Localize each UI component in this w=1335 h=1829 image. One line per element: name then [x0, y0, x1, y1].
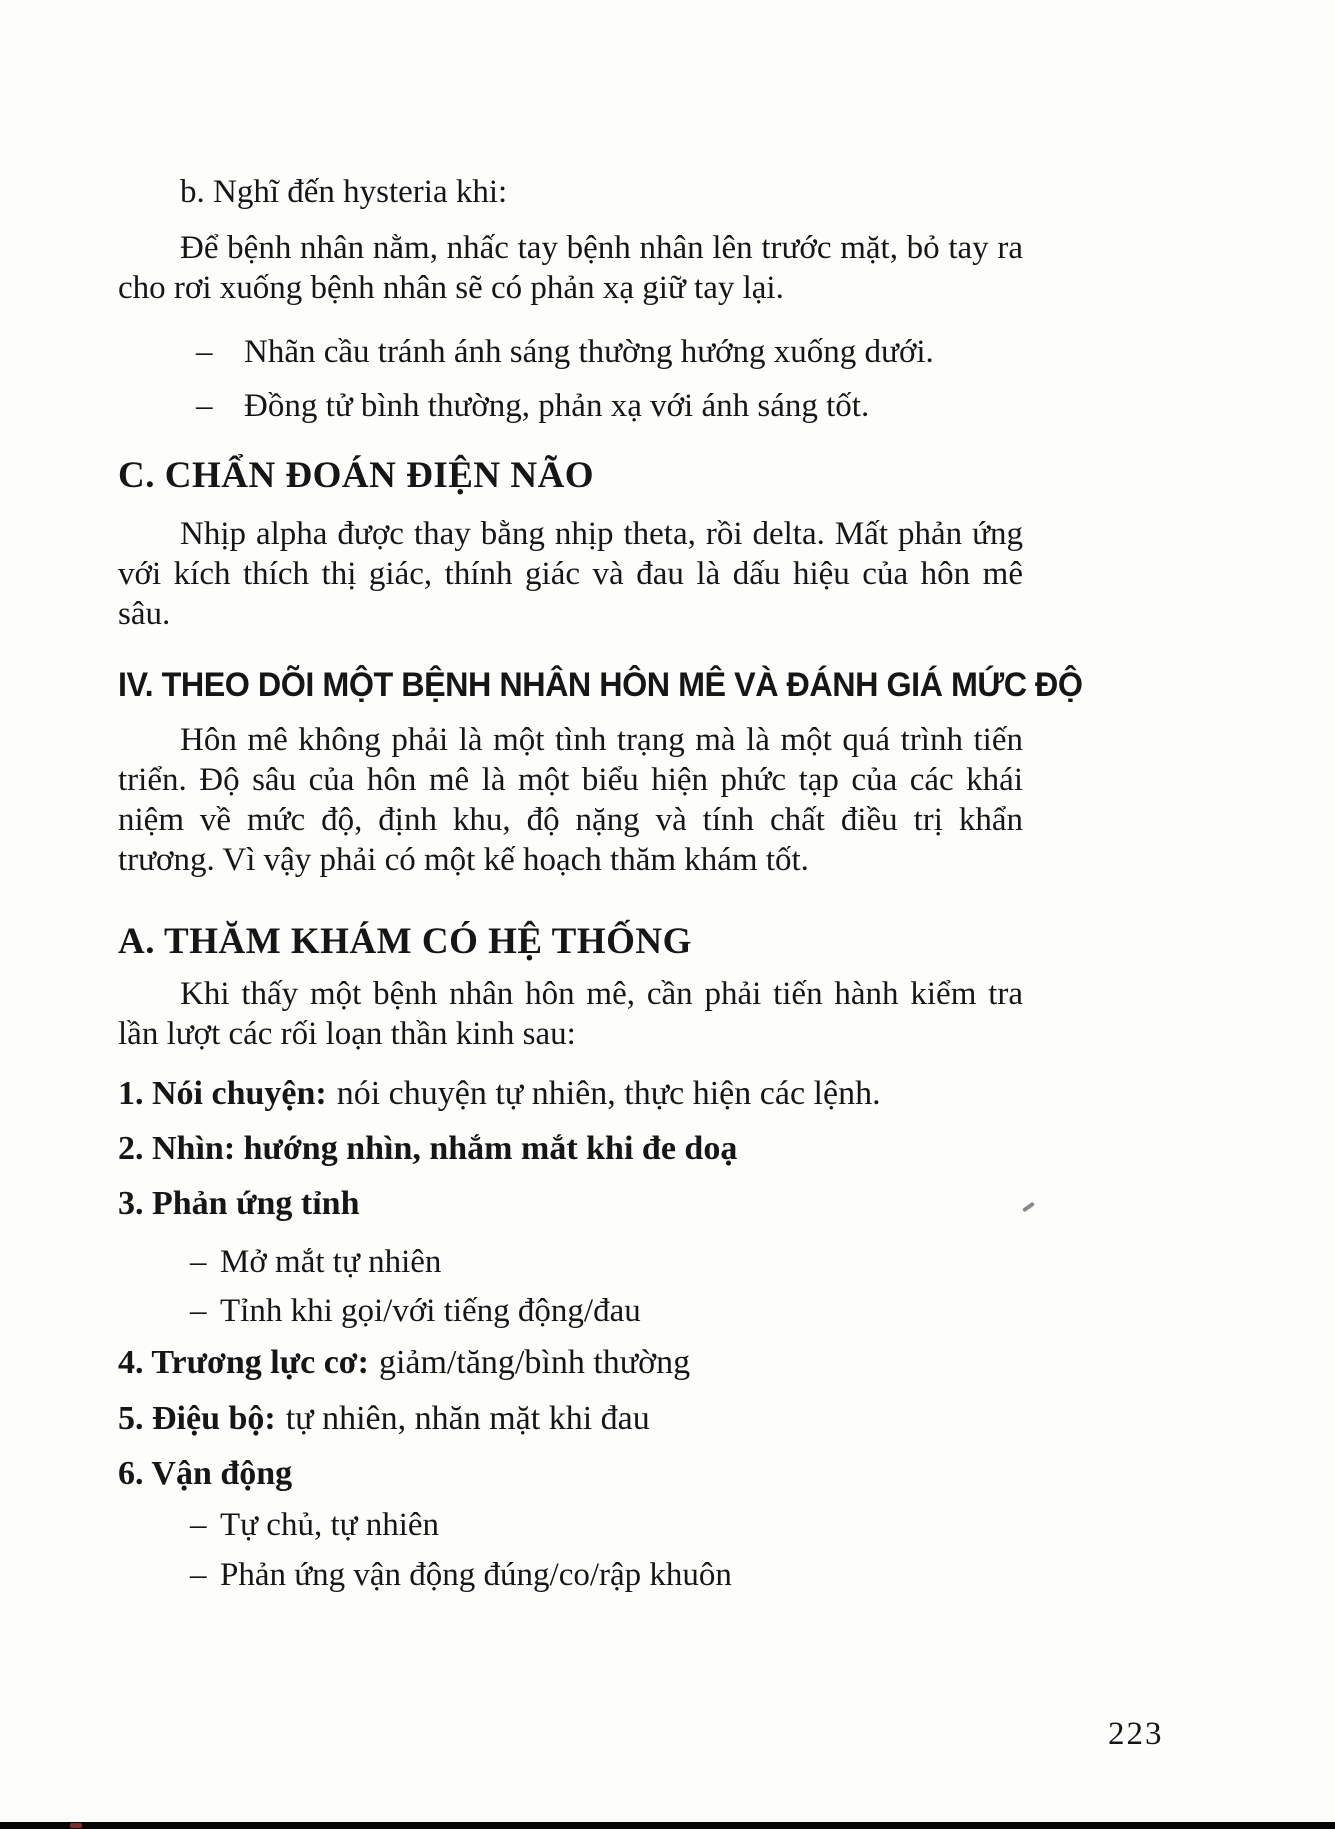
- scan-speck: [1022, 1202, 1035, 1213]
- exam-item-6-sub-2: [118, 1555, 1023, 1595]
- exam-item-6: [118, 1452, 1023, 1496]
- dash-marker: –: [196, 388, 213, 424]
- item-text: nói chuyện tự nhiên, thực hiện các lệnh.: [336, 1075, 881, 1112]
- dash-marker: –: [196, 334, 213, 370]
- item-label: 5. Điệu bộ:: [118, 1400, 276, 1437]
- page-number: 223: [1108, 1716, 1164, 1752]
- sub-item-text: Mở mắt tự nhiên: [220, 1244, 442, 1280]
- hysteria-paragraph: Để bệnh nhân nằm, nhấc tay bệnh nhân lên trước mặt, bỏ tay ra cho rơi xuống bệnh nhân sẽ có phản xạ giữ tay lại.: [118, 230, 1023, 306]
- item-text: tự nhiên, nhăn mặt khi đau: [285, 1400, 650, 1437]
- hysteria-bullet-2: [118, 386, 1023, 426]
- bullet-text: Đồng tử bình thường, phản xạ với ánh sáng tốt.: [244, 388, 870, 424]
- bullet-text: Nhãn cầu tránh ánh sáng thường hướng xuống dưới.: [244, 334, 934, 370]
- item-label: 3. Phản ứng tỉnh: [118, 1185, 360, 1222]
- sub-item-text: Phản ứng vận động đúng/co/rập khuôn: [220, 1557, 732, 1593]
- sub-item-text: Tỉnh khi gọi/với tiếng động/đau: [220, 1293, 641, 1329]
- scan-dot: [70, 1823, 82, 1828]
- exam-item-5: [118, 1397, 1023, 1441]
- exam-item-4: [118, 1341, 1023, 1385]
- dash-marker: –: [190, 1244, 207, 1280]
- item-label: 2. Nhìn: hướng nhìn, nhắm mắt khi đe doạ: [118, 1130, 738, 1167]
- item-text: giảm/tăng/bình thường: [378, 1344, 691, 1381]
- exam-item-3: [118, 1182, 1023, 1226]
- exam-item-3-sub-2: [118, 1291, 1023, 1331]
- exam-item-1: [118, 1072, 1023, 1116]
- exam-paragraph: Khi thấy một bệnh nhân hôn mê, cần phải tiến hành kiểm tra lần lượt các rối loạn thần kinh sau:: [118, 976, 1023, 1052]
- eeg-paragraph: Nhịp alpha được thay bằng nhịp theta, rồi delta. Mất phản ứng với kích thích thị giác, thính giác và đau là dấu hiệu của hôn mê sâu.: [118, 516, 1023, 632]
- dash-marker: –: [190, 1557, 207, 1593]
- hysteria-bullet-1: [118, 332, 1023, 372]
- scan-edge-bar: [0, 1822, 1335, 1829]
- heading-monitoring: IV. THEO DÕI MỘT BỆNH NHÂN HÔN MÊ VÀ ĐÁNH GIÁ MỨC ĐỘ: [118, 666, 1083, 704]
- exam-item-2: [118, 1127, 1023, 1171]
- sub-item-text: Tự chủ, tự nhiên: [220, 1507, 440, 1543]
- dash-marker: –: [190, 1293, 207, 1329]
- exam-item-6-sub-1: [118, 1505, 1023, 1545]
- page-content: [118, 172, 1083, 1595]
- item-label: 4. Trương lực cơ:: [118, 1344, 369, 1381]
- item-label: 6. Vận động: [118, 1455, 293, 1492]
- monitoring-paragraph: Hôn mê không phải là một tình trạng mà là một quá trình tiến triển. Độ sâu của hôn mê là một biểu hiện phức tạp của các khái niệm về mức độ, định khu, độ nặng và tính chất điều trị khẩn trương. Vì vậy phải có một kế hoạch thăm khám tốt.: [118, 722, 1023, 878]
- item-label: 1. Nói chuyện:: [118, 1075, 327, 1112]
- hysteria-intro-line: b. Nghĩ đến hysteria khi:: [180, 174, 508, 210]
- dash-marker: –: [190, 1507, 207, 1543]
- heading-eeg-diagnosis: C. CHẨN ĐOÁN ĐIỆN NÃO: [118, 455, 595, 496]
- heading-systematic-exam: A. THĂM KHÁM CÓ HỆ THỐNG: [118, 921, 692, 962]
- exam-item-3-sub-1: [118, 1242, 1023, 1282]
